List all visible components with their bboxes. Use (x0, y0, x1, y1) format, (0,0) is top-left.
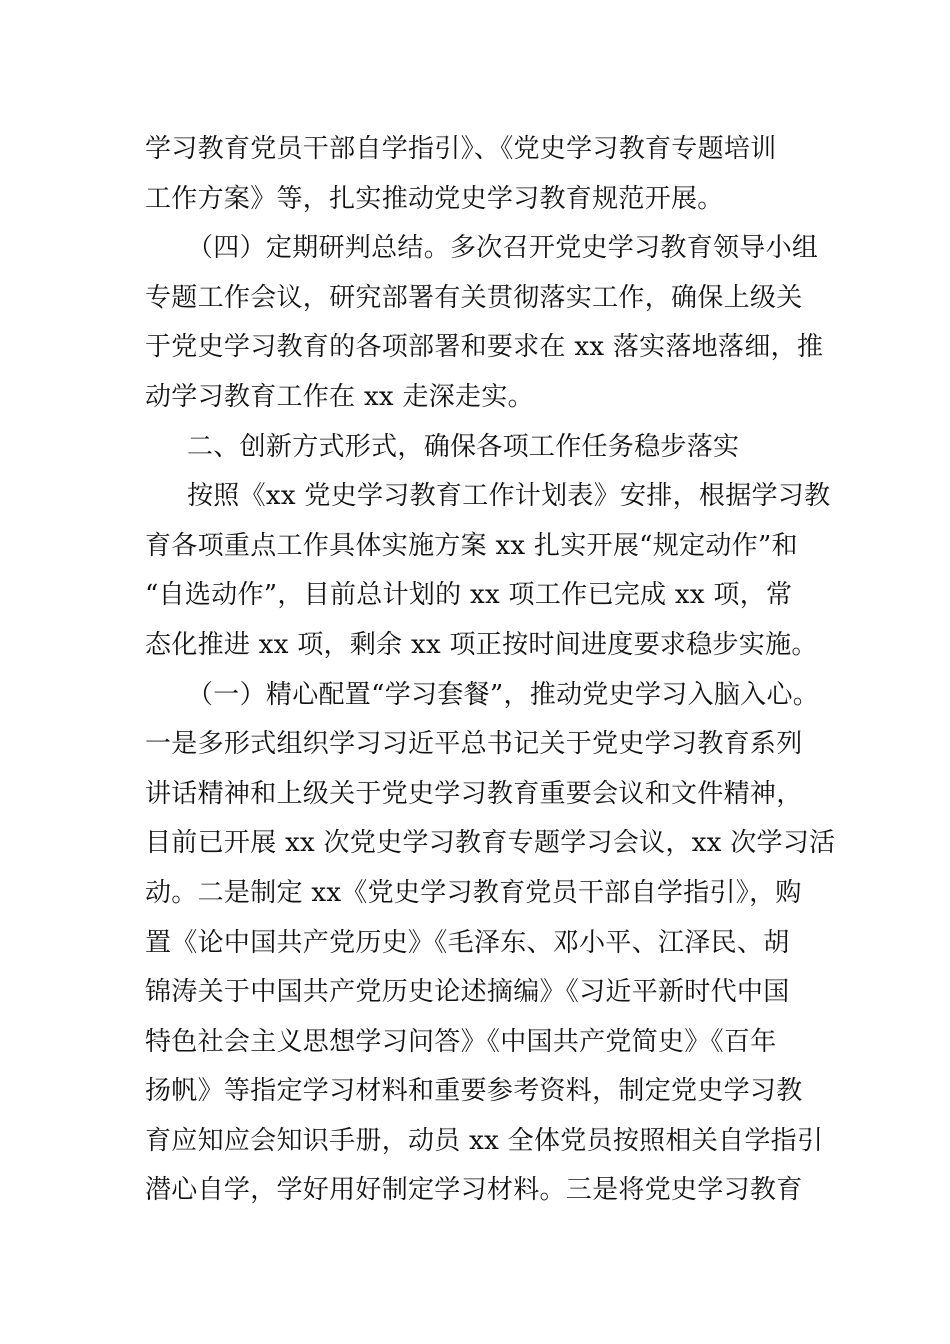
text-line: 于党史学习教育的各项部署和要求在 xx 落实落地落细，推 (145, 332, 824, 363)
section-heading: 二、创新方式形式，确保各项工作任务稳步落实 (187, 431, 740, 462)
text-line: （一）精心配置“学习套餐”，推动党史学习入脑入心。 (187, 679, 820, 710)
text-line: “自选动作”，目前总计划的 xx 项工作已完成 xx 项，常 (145, 580, 793, 611)
text-line: 按照《xx 党史学习教育工作计划表》安排，根据学习教 (187, 481, 831, 512)
text-line: 态化推进 xx 项，剩余 xx 项正按时间进度要求稳步实施。 (145, 629, 818, 660)
document-body (145, 125, 835, 1216)
text-line: 育各项重点工作具体实施方案 xx 扎实开展“规定动作”和 (145, 530, 798, 561)
text-line: 育应知应会知识手册，动员 xx 全体党员按照相关自学指引 (145, 1125, 824, 1156)
text-line: 置《论中国共产党历史》《毛泽东、邓小平、江泽民、胡 (145, 927, 790, 958)
text-line: 特色社会主义思想学习问答》《中国共产党简史》《百年 (145, 1026, 777, 1057)
text-line: 学习教育党员干部自学指引》、《党史学习教育专题培训 (145, 134, 777, 164)
text-line: 动学习教育工作在 xx 走深走实。 (145, 381, 534, 412)
text-line: （四）定期研判总结。多次召开党史学习教育领导小组 (187, 233, 819, 264)
text-line: 专题工作会议，研究部署有关贯彻落实工作，确保上级关 (145, 282, 803, 313)
text-line: 一是多形式组织学习习近平总书记关于党史学习教育系列 (145, 729, 803, 760)
text-line: 讲话精神和上级关于党史学习教育重要会议和文件精神， (145, 778, 803, 809)
text-line: 锦涛关于中国共产党历史论述摘编》《习近平新时代中国 (145, 977, 790, 1008)
text-line: 扬帆》等指定学习材料和重要参考资料，制定党史学习教 (145, 1076, 803, 1107)
text-line: 工作方案》等，扎实推动党史学习教育规范开展。 (145, 183, 724, 214)
text-line: 目前已开展 xx 次党史学习教育专题学习会议，xx 次学习活 (145, 828, 836, 859)
text-line: 潜心自学，学好用好制定学习材料。三是将党史学习教育 (145, 1175, 803, 1206)
text-line: 动。二是制定 xx《党史学习教育党员干部自学指引》，购 (145, 877, 802, 908)
